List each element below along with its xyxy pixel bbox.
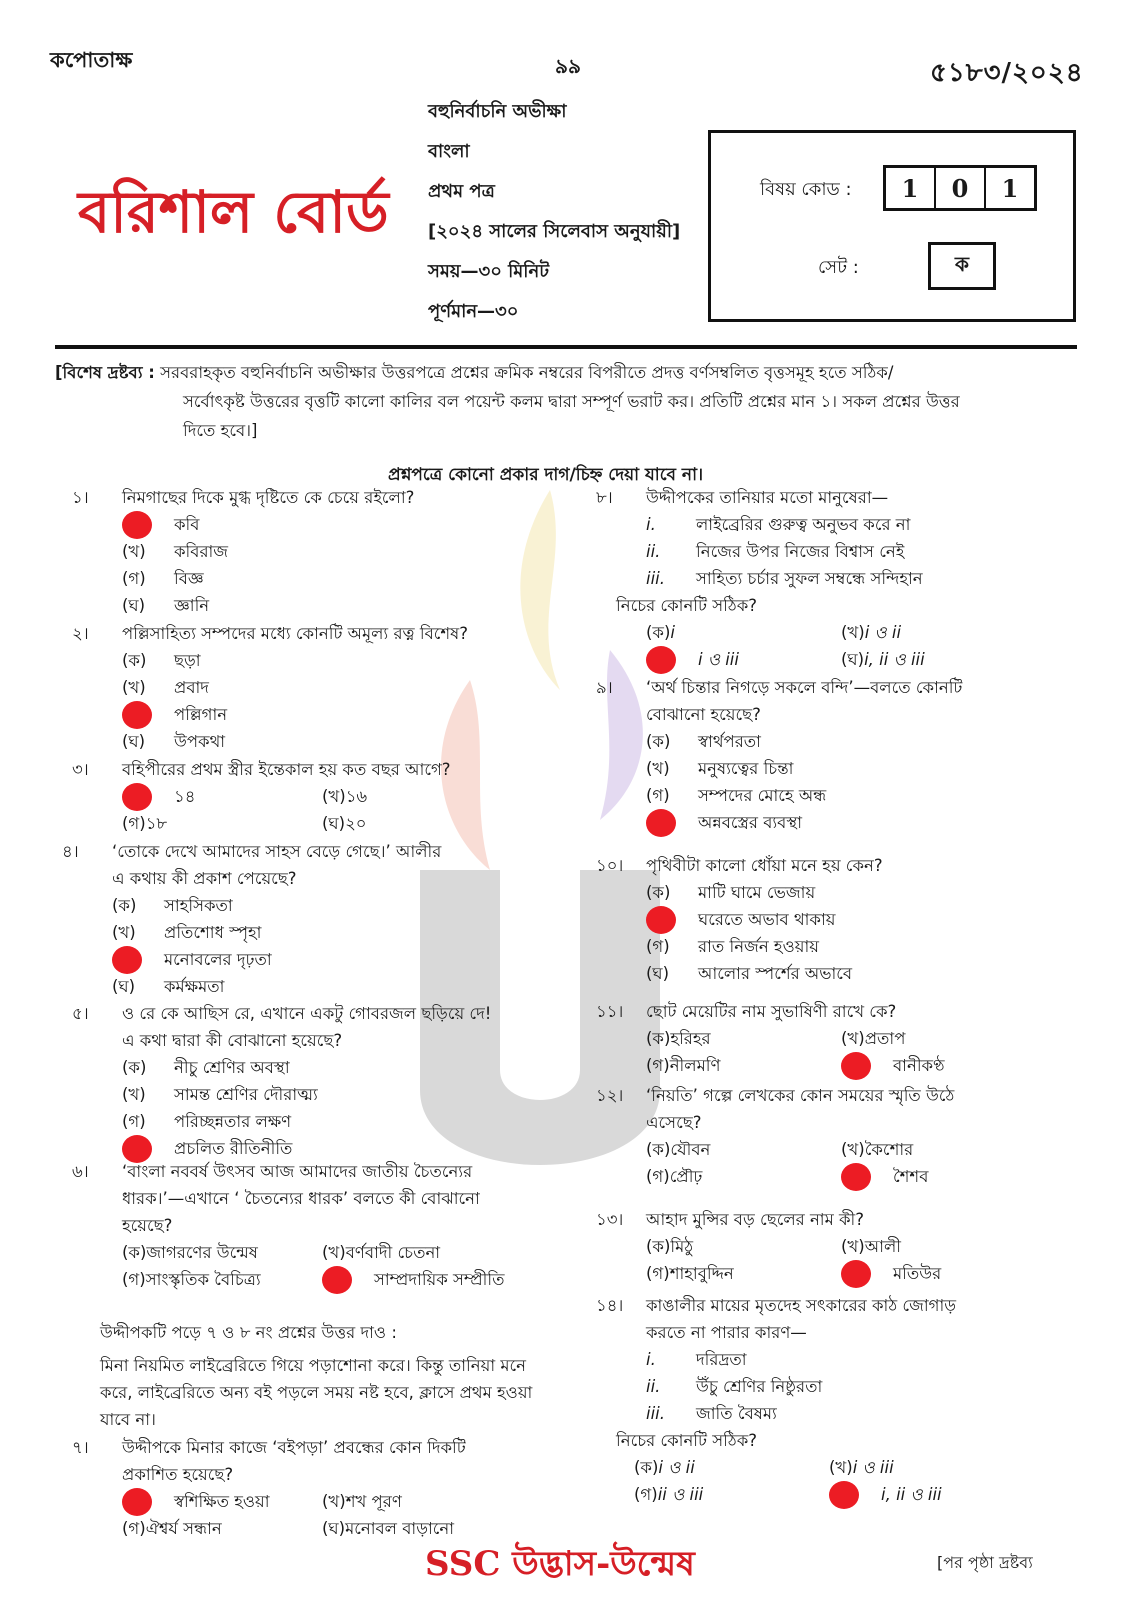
question-stem: ছোট মেয়েটির নাম সুভাষিণী রাখে কে? [646,1002,897,1021]
option-label: (খ) [646,759,670,778]
option-text: মাটি ঘামে ভেজায় [698,883,816,902]
note-line3: দিতে হবে।] [183,421,258,440]
option-text: সাম্প্রদায়িক সম্প্রীতি [374,1270,505,1289]
option-text: পল্লিগান [174,705,228,724]
question-stem: ‘অর্থ চিন্তার নিগড়ে সকলে বন্দি’—বলতে কোনটি [646,678,963,697]
option-label: (ক) [646,623,671,642]
option-text: আলী [864,1237,901,1256]
option-c[interactable] [646,1163,841,1190]
option-text: মনুষ্যত্বের চিন্তা [698,759,794,778]
subject-code-digits [883,165,1037,211]
option-label: (ক) [122,651,147,670]
option-text: ছড়া [174,651,201,670]
option-c[interactable] [122,810,322,837]
stimulus-heading: উদ্দীপকটি পড়ে ৭ ও ৮ নং প্রশ্নের উত্তর দাও : [100,1323,397,1342]
question-stem: বোঝানো হয়েছে? [646,705,761,724]
option-label: (খ) [841,1140,865,1159]
filled-answer-bubble [646,646,676,674]
statement-ii [646,538,1076,565]
page-number: ৯৯ [555,54,581,78]
option-text: প্রৌঢ় [669,1167,703,1186]
question-number: ৯। [596,678,613,697]
option-text: জাগরণের উন্মেষ [146,1243,258,1262]
option-b[interactable] [646,906,1076,933]
option-d[interactable] [322,1266,504,1293]
option-b[interactable] [841,1233,901,1260]
option-text: বিজ্ঞ [174,569,204,588]
exam-info [428,92,680,332]
roman-label: i. [646,1350,656,1369]
option-a[interactable] [646,728,1076,755]
option-text: প্রচলিত রীতিনীতি [174,1139,293,1158]
question-number: ১৩। [596,1210,624,1229]
option-text: স্বার্থপরতা [698,732,761,751]
option-c[interactable] [122,1266,322,1293]
question-number: ১০। [596,856,624,875]
option-label: (ক) [646,732,671,751]
filled-answer-bubble [122,1488,152,1516]
option-text: নীলমণি [669,1056,721,1075]
option-label: (খ) [122,542,146,561]
statement-text: জাতি বৈষম্য [696,1404,777,1423]
filled-answer-bubble [646,809,676,837]
subject-code-box [708,130,1076,322]
question-5 [72,1000,572,1162]
option-a[interactable] [122,1054,572,1081]
option-text: মতিউর [893,1264,942,1283]
option-d[interactable] [646,960,1076,987]
option-text: প্রতাপ [864,1029,906,1048]
exam-paper: প্রথম পত্র [428,181,495,202]
option-a[interactable] [646,1233,841,1260]
option-a[interactable] [634,1454,829,1481]
option-label: (গ) [122,814,146,833]
option-label: (ক) [646,883,671,902]
option-b[interactable] [841,1136,913,1163]
option-text: i [670,623,676,642]
question-stem: করতে না পারার কারণ— [646,1323,807,1342]
option-label: (গ) [646,786,670,805]
option-text: i ও iii [698,650,739,669]
question-stem: ‘তোকে দেখে আমাদের সাহস বেড়ে গেছে।’ আলীর [112,842,442,861]
option-label: (খ) [841,623,865,642]
question-stem: বহিপীরের প্রথম স্ত্রীর ইন্তেকাল হয় কত বছর আগে? [122,760,451,779]
option-text: নীচু শ্রেণির অবস্থা [174,1058,290,1077]
question-stem: উদ্দীপকের তানিয়ার মতো মানুষেরা— [646,488,889,507]
option-a[interactable] [122,511,572,538]
paper-code: ৫১৮৩/২০২৪ [930,58,1084,88]
question-stem: ও রে কে আছিস রে, এখানে একটু গোবরজল ছড়িয়ে দে! [122,1004,492,1023]
option-c[interactable] [646,1260,841,1287]
option-c[interactable] [646,782,1076,809]
option-d[interactable] [122,592,572,619]
question-stem: এ কথায় কী প্রকাশ পেয়েছে? [112,869,297,888]
option-a[interactable] [646,1136,841,1163]
statement-iii [646,1400,1076,1427]
option-label: (খ) [322,1243,346,1262]
option-c[interactable] [122,701,572,728]
option-b[interactable] [841,619,901,646]
question-3 [72,756,572,837]
option-label: (গ) [122,1270,146,1289]
option-d[interactable] [112,973,572,1000]
option-b[interactable] [112,919,572,946]
roman-label: i. [646,515,656,534]
option-b[interactable] [646,755,1076,782]
statement-i [646,511,1076,538]
option-label: (খ) [841,1029,865,1048]
note-line2: সর্বোৎকৃষ্ট উত্তরের বৃত্তটি কালো কালির বল পয়েন্ট কলম দ্বারা সম্পূর্ণ ভরাট কর। প্রতিটি প্রশ্নের মান ১। সকল প্রশ্নের উত্তর [183,392,960,411]
question-stem: হয়েছে? [122,1216,173,1235]
board-title: বরিশাল বোর্ড [78,178,389,246]
option-d[interactable] [322,810,367,837]
option-text: পরিচ্ছন্নতার লক্ষণ [174,1112,292,1131]
option-text: ১৪ [174,787,196,806]
option-b[interactable] [122,1081,572,1108]
question-2 [72,620,572,755]
code-digit: 1 [886,168,936,208]
option-text: i ও iii [852,1458,894,1477]
statement-text: নিজের উপর নিজের বিশ্বাস নেই [696,542,905,561]
option-label: (ক) [646,1140,671,1159]
option-c[interactable] [122,565,572,592]
filled-answer-bubble [122,701,152,729]
question-7 [72,1434,572,1542]
option-d[interactable] [829,1481,942,1508]
option-text: সাহসিকতা [164,896,233,915]
option-a[interactable] [122,1239,322,1266]
option-label: (খ) [122,1085,146,1104]
option-d[interactable] [841,1260,941,1287]
question-prompt: নিচের কোনটি সঠিক? [616,596,757,615]
option-label: (খ) [829,1458,853,1477]
footer-brand: SSC উদ্ভাস-উন্মেষ [425,1544,695,1584]
option-label: (ঘ) [122,732,146,751]
option-c[interactable] [646,933,1076,960]
option-text: ১৬ [345,787,368,806]
option-label: (ঘ) [122,596,146,615]
option-label: (ক) [634,1458,659,1477]
option-text: প্রতিশোধ স্পৃহা [164,923,262,942]
question-6 [72,1158,572,1293]
option-label: (ঘ) [112,977,136,996]
option-a[interactable] [646,879,1076,906]
option-text: শাহাবুদ্দিন [669,1264,734,1283]
option-label: (খ) [112,923,136,942]
option-label: (ক) [646,1237,671,1256]
question-stem: আহাদ মুন্সির বড় ছেলের নাম কী? [646,1210,865,1229]
set-label: সেট : [818,257,859,278]
roman-label: ii. [646,1377,661,1396]
question-stem: নিমগাছের দিকে মুগ্ধ দৃষ্টিতে কে চেয়ে রইলো? [122,488,415,507]
option-b[interactable] [122,674,572,701]
option-d[interactable] [841,1163,928,1190]
roman-label: iii. [646,569,665,588]
option-text: প্রবাদ [174,678,209,697]
filled-answer-bubble [322,1266,352,1294]
option-label: (খ) [322,1492,346,1511]
filled-answer-bubble [841,1260,871,1288]
option-label: (ঘ) [646,964,670,983]
option-d[interactable] [646,809,1076,836]
option-c[interactable] [634,1481,829,1508]
exam-subject: বাংলা [428,141,470,162]
question-stem: এ কথা দ্বারা কী বোঝানো হয়েছে? [122,1031,343,1050]
special-note [55,358,1075,445]
question-10 [596,852,1076,987]
statement-text: সাহিত্য চর্চার সুফল সম্বন্ধে সন্দিহান [696,569,923,588]
option-a[interactable] [112,892,572,919]
option-c[interactable] [122,1515,322,1542]
option-label: (ক) [122,1058,147,1077]
option-b[interactable] [829,1454,894,1481]
option-a[interactable] [122,1488,322,1515]
statement-text: লাইব্রেরির গুরুত্ব অনুভব করে না [696,515,911,534]
option-label: (খ) [841,1237,865,1256]
set-value: ক [928,242,996,290]
source-label: কপোতাক্ষ [50,48,133,72]
option-text: ঐশ্বর্য সন্ধান [145,1519,222,1538]
filled-answer-bubble [122,783,152,811]
option-label: (ঘ) [322,814,346,833]
option-label: (গ) [122,569,146,588]
note-lead: [বিশেষ দ্রষ্টব্য : [55,363,155,382]
option-label: (গ) [646,1056,670,1075]
option-label: (ক) [646,1029,671,1048]
question-stem: কাঙালীর মায়ের মৃতদেহ সৎকারের কাঠ জোগাড় [646,1296,957,1315]
question-number: ১২। [596,1086,624,1105]
next-page-note: [পর পৃষ্ঠা দ্রষ্টব্য [937,1553,1033,1572]
question-stem: ‘নিয়তি’ গল্পে লেখকের কোন সময়ের স্মৃতি উঠে [646,1086,955,1105]
option-label: (ঘ) [322,1519,346,1538]
option-text: আলোর স্পর্শের অভাবে [698,964,853,983]
code-digit: 0 [936,168,986,208]
option-b[interactable] [122,538,572,565]
option-text: হরিহর [670,1029,711,1048]
warning-text: প্রশ্নপত্রে কোনো প্রকার দাগ/চিহ্ন দেয়া যাবে না। [388,465,704,485]
question-14 [596,1292,1076,1508]
option-text: i ও ii [658,1458,695,1477]
filled-answer-bubble [646,906,676,934]
option-a[interactable] [122,647,572,674]
subject-code-label: বিষয় কোড : [760,179,852,200]
question-stem: এসেছে? [646,1113,702,1132]
option-label: (খ) [322,787,346,806]
option-text: রাত নির্জন হওয়ায় [698,937,819,956]
option-c[interactable] [112,946,572,973]
filled-answer-bubble [829,1481,859,1509]
option-text: মনোবলের দৃঢ়তা [164,950,272,969]
option-text: শৈশব [893,1167,929,1186]
option-label: (ক) [122,1243,147,1262]
exam-syllabus: [২০২৪ সালের সিলেবাস অনুযায়ী] [428,221,681,242]
option-text: সম্পদের মোহে অন্ধ [698,786,827,805]
option-text: কর্মক্ষমতা [164,977,225,996]
note-line1: সরবরাহকৃত বহুনির্বাচনি অভীক্ষার উত্তরপত্রে প্রশ্নের ক্রমিক নম্বরের বিপরীতে প্রদত্ত বর্ণসম্বলিত বৃত্তসমূহ হতে সঠিক/ [160,363,894,382]
option-text: কৈশোর [864,1140,914,1159]
option-d[interactable] [841,1052,945,1079]
question-4 [62,838,572,1000]
stimulus-text: মিনা নিয়মিত লাইব্রেরিতে গিয়ে পড়াশোনা করে। কিন্তু তানিয়া মনে করে, লাইব্রেরিতে অন্য বই পড়লে সময় নষ্ট হবে, ক্লাসে প্রথম হওয়া যাবে না। [100,1356,533,1429]
option-text: i, ii ও iii [881,1485,942,1504]
option-a[interactable] [122,783,322,810]
option-text: উপকথা [174,732,226,751]
option-text: জ্ঞানি [174,596,210,615]
question-12 [596,1082,1076,1190]
divider [55,345,1077,349]
option-b[interactable] [322,1239,440,1266]
option-text: শখ পূরণ [345,1492,402,1511]
question-number: ৭। [72,1438,89,1457]
option-label: (ঘ) [841,650,865,669]
option-text: i, ii ও iii [864,650,925,669]
question-13 [596,1206,1076,1287]
option-text: কবি [174,515,200,534]
question-number: ৬। [72,1162,89,1181]
statement-iii [646,565,1076,592]
option-text: যৌবন [670,1140,711,1159]
option-text: অন্নবস্ত্রের ব্যবস্থা [698,813,803,832]
option-text: কবিরাজ [174,542,229,561]
filled-answer-bubble [112,946,142,974]
option-text: ii ও iii [657,1485,704,1504]
option-label: (গ) [634,1485,658,1504]
option-label: (গ) [122,1112,146,1131]
option-a[interactable] [646,619,841,646]
exam-type: বহুনির্বাচনি অভীক্ষা [428,101,567,122]
option-c[interactable] [646,646,841,673]
question-number: ৪। [62,842,79,861]
question-prompt: নিচের কোনটি সঠিক? [616,1431,757,1450]
code-digit: 1 [1001,173,1019,203]
question-stem: ‘বাংলা নববর্ষ উৎসব আজ আমাদের জাতীয় চৈতন্যের [122,1162,473,1181]
question-stem: প্রকাশিত হয়েছে? [122,1465,234,1484]
filled-answer-bubble [841,1163,871,1191]
statement-text: উঁচু শ্রেণির নিষ্ঠুরতা [696,1377,823,1396]
question-number: ৫। [72,1004,89,1023]
option-b[interactable] [322,783,367,810]
question-number: ১। [72,488,89,507]
option-text: ঘরেতে অভাব থাকায় [698,910,836,929]
option-text: মিঠু [670,1237,694,1256]
option-text: বানীকণ্ঠ [893,1056,945,1075]
roman-label: iii. [646,1404,665,1423]
option-text: ২০ [345,814,367,833]
option-label: (গ) [122,1519,146,1538]
option-label: (ক) [112,896,137,915]
question-1 [72,484,572,619]
question-number: ৮। [596,488,613,507]
option-text: বর্ণবাদী চেতনা [345,1243,441,1262]
question-stem: ধারক।’—এখানে ‘ চৈতন্যের ধারক’ বলতে কী বোঝানো [122,1189,480,1208]
option-c[interactable] [646,1052,841,1079]
exam-time: সময়—৩০ মিনিট [428,261,550,282]
statement-i [646,1346,1076,1373]
option-b[interactable] [322,1488,402,1515]
option-label: (খ) [122,678,146,697]
option-d[interactable] [122,728,572,755]
option-b[interactable] [841,1025,905,1052]
option-label: (গ) [646,1264,670,1283]
question-number: ২। [72,624,89,643]
roman-label: ii. [646,542,661,561]
option-text: ১৮ [145,814,168,833]
option-d[interactable] [841,646,925,673]
option-text: মনোবল বাড়ানো [345,1519,455,1538]
question-11 [596,998,1076,1079]
filled-answer-bubble [841,1052,871,1080]
question-number: ১১। [596,1002,624,1021]
question-number: ৩। [72,760,89,779]
option-label: (গ) [646,1167,670,1186]
question-9 [596,674,1076,836]
option-c[interactable] [122,1108,572,1135]
option-label: (গ) [646,937,670,956]
question-stem: উদ্দীপকে মিনার কাজে ‘বইপড়া’ প্রবন্ধের কোন দিকটি [122,1438,466,1457]
statement-text: দরিদ্রতা [696,1350,747,1369]
option-text: স্বশিক্ষিত হওয়া [174,1492,270,1511]
exam-marks: পূর্ণমান—৩০ [428,301,519,322]
option-text: সাংস্কৃতিক বৈচিত্র্য [145,1270,261,1289]
question-8 [596,484,1076,673]
question-stem: পৃথিবীটা কালো ধোঁয়া মনে হয় কেন? [646,856,883,875]
option-a[interactable] [646,1025,841,1052]
statement-ii [646,1373,1076,1400]
option-text: i ও ii [864,623,902,642]
option-text: সামন্ত শ্রেণির দৌরাত্ম্য [174,1085,318,1104]
filled-answer-bubble [122,511,152,539]
question-number: ১৪। [596,1296,624,1315]
question-stem: পল্লিসাহিত্য সম্পদের মধ্যে কোনটি অমূল্য রত্ন বিশেষ? [122,624,469,643]
